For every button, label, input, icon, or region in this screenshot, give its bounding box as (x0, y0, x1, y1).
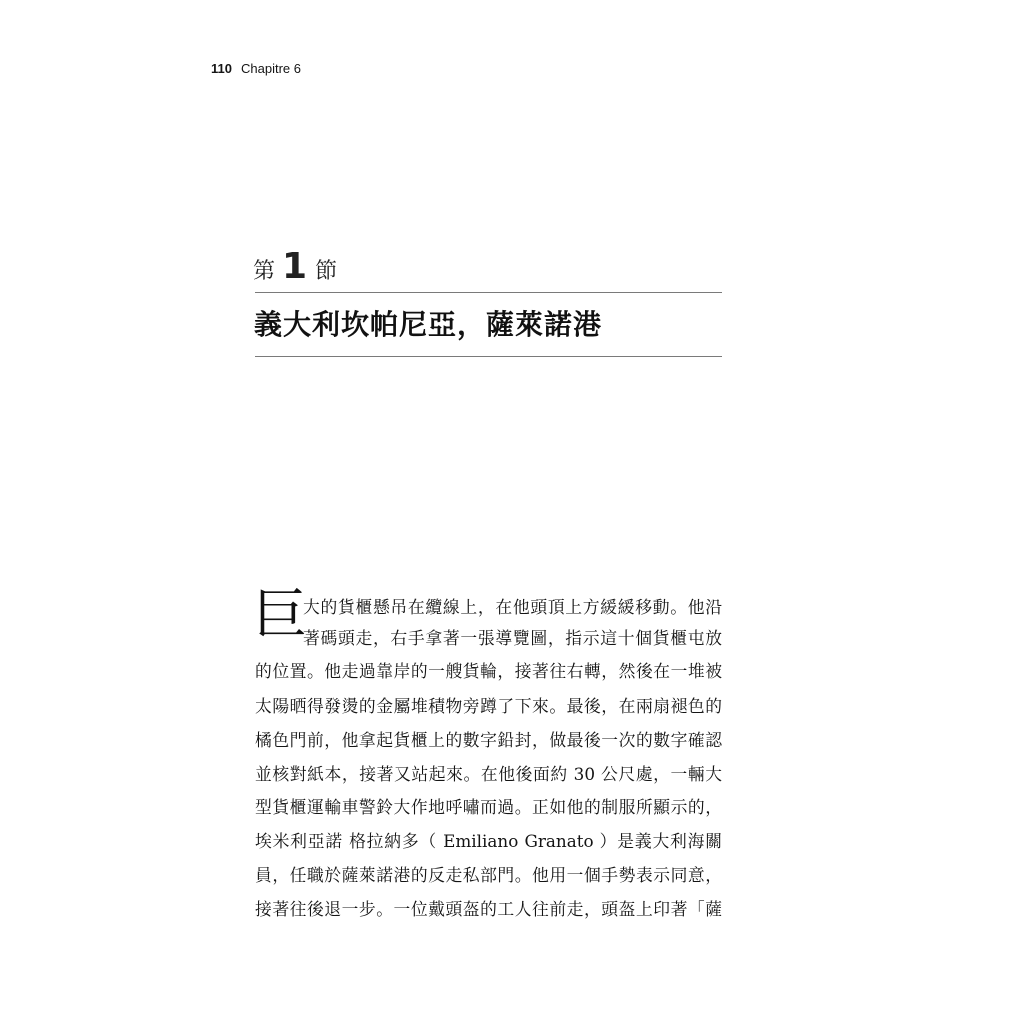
body-line: 型貨櫃運輸車警鈴大作地呼嘯而過。正如他的制服所顯示的， (255, 797, 722, 817)
drop-cap: 巨 (253, 583, 307, 646)
body-line: 員，任職於薩萊諾港的反走私部門。他用一個手勢表示同意， (255, 865, 722, 885)
chapter-label: Chapitre 6 (240, 61, 301, 76)
body-line: 大的貨櫃懸吊在纜線上，在他頭頂上方緩緩移動。他沿 (303, 597, 722, 617)
body-line: 埃米利亞諾 格拉納多（ Emiliano Granato ）是義大利海關 (255, 831, 722, 851)
section-title: 義大利坎帕尼亞，薩萊諾港 (254, 308, 603, 341)
body-line: 接著往後退一步。一位戴頭盔的工人往前走，頭盔上印著「薩 (255, 899, 722, 919)
body-line: 並核對紙本，接著又站起來。在他後面約 30 公尺處，一輛大 (255, 764, 722, 784)
body-line: 的位置。他走過靠岸的一艘貨輪，接著往右轉，然後在一堆被 (255, 661, 722, 681)
section-label (253, 246, 337, 288)
title-top-rule (255, 292, 722, 293)
title-bottom-rule (255, 356, 722, 357)
section-suffix: 節 (315, 259, 338, 284)
body-line: 太陽晒得發燙的金屬堆積物旁蹲了下來。最後，在兩扇褪色的 (255, 696, 722, 716)
page-number: 110 (211, 61, 232, 76)
section-number: 1 (282, 246, 308, 287)
section-prefix: 第 (253, 259, 276, 284)
body-line: 橘色門前，他拿起貨櫃上的數字鉛封，做最後一次的數字確認 (255, 730, 722, 750)
body-line: 著碼頭走，右手拿著一張導覽圖，指示這十個貨櫃屯放 (303, 628, 722, 648)
running-header (211, 61, 301, 77)
